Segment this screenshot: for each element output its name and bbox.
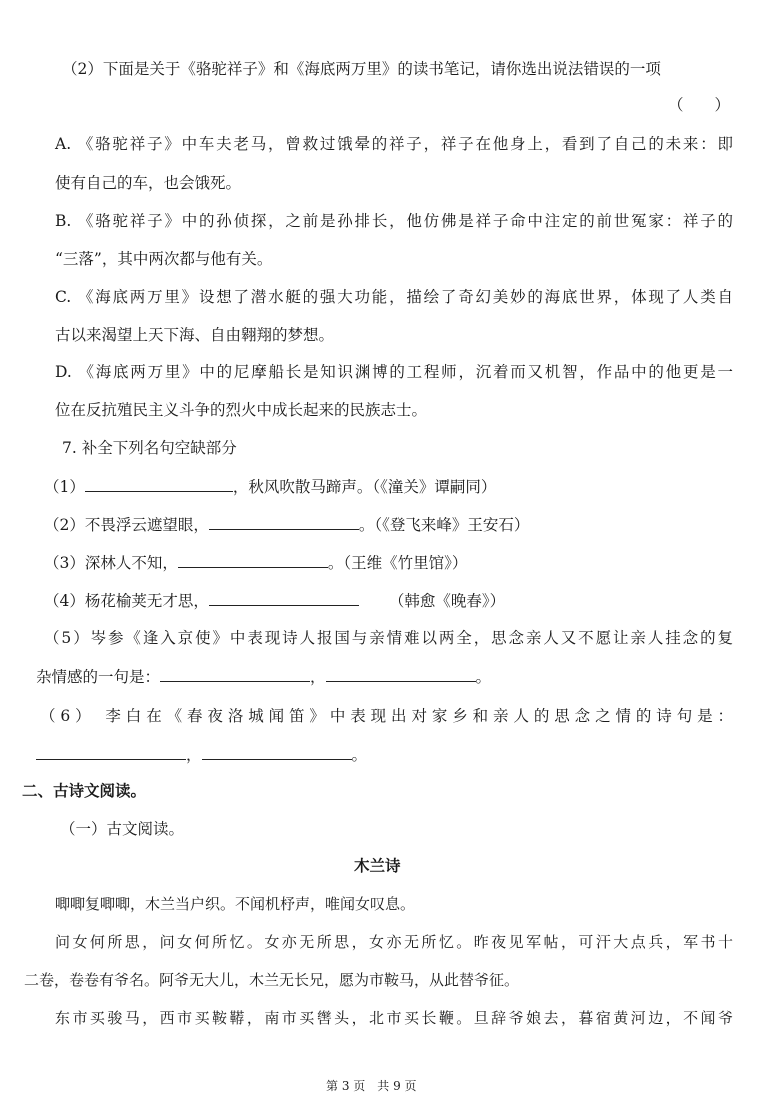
item-4-prefix: （4）杨花榆荚无才思， (44, 592, 209, 610)
option-c-line1: C. 《海底两万里》设想了潜水艇的强大功能，描绘了奇幻美妙的海底世界，体现了人类自 (55, 288, 733, 306)
page-footer: 第 3 页 共 9 页 (326, 1079, 417, 1093)
fill-item-5-line2 (36, 666, 491, 687)
item-5-prefix: 杂情感的一句是： (36, 668, 161, 686)
fill-item-4 (44, 590, 505, 611)
fill-item-2 (44, 514, 529, 535)
option-d-line2: 位在反抗殖民主义斗争的烈火中成长起来的民族志士。 (55, 401, 428, 419)
option-c-line2: 古以来渴望上天下海、自由翱翔的梦想。 (55, 326, 335, 344)
poem-title: 木兰诗 (354, 857, 401, 875)
item-5-end: 。 (475, 668, 492, 686)
item-6-end: 。 (351, 746, 368, 764)
blank-6b[interactable] (202, 744, 352, 760)
fill-item-6-line1: （6） 李白在《春夜洛城闻笛》中表现出对家乡和亲人的思念之情的诗句是： (40, 707, 733, 725)
poem-line-3a: 东市买骏马，西市买鞍鞯，南市买辔头，北市买长鞭。旦辞爷娘去，暮宿黄河边，不闻爷 (55, 1009, 733, 1027)
option-d-line1: D. 《海底两万里》中的尼摩船长是知识渊博的工程师，沉着而又机智，作品中的他更是一 (55, 363, 733, 381)
poem-line-2a: 问女何所思，问女何所忆。女亦无所思，女亦无所忆。昨夜见军帖，可汗大点兵，军书十 (55, 933, 733, 951)
section-2-subtitle: （一）古文阅读。 (60, 820, 185, 838)
poem-line-1: 唧唧复唧唧，木兰当户织。不闻机杼声，唯闻女叹息。 (55, 895, 416, 913)
fill-item-1 (44, 476, 496, 497)
item-2-suffix: 。（《登飞来峰》王安石） (358, 516, 530, 534)
blank-1[interactable] (85, 476, 233, 492)
section-2-title: 二、古诗文阅读。 (22, 782, 147, 800)
blank-5a[interactable] (160, 666, 310, 682)
option-a-line2: 使有自己的车，也会饿死。 (55, 174, 242, 192)
option-b-line1: B. 《骆驼祥子》中的孙侦探，之前是孙排长，他仿佛是祥子命中注定的前世冤家：祥子的 (55, 212, 733, 230)
question-7-title: 7. 补全下列名句空缺部分 (62, 439, 237, 457)
question-2-stem: （2）下面是关于《骆驼祥子》和《海底两万里》的读书笔记，请你选出说法错误的一项 (62, 60, 661, 78)
answer-paren: （ ） (668, 96, 731, 114)
item-1-prefix: （1） (44, 478, 85, 496)
fill-item-3 (44, 552, 467, 573)
blank-4[interactable] (209, 590, 359, 606)
fill-item-6-line2 (36, 744, 367, 765)
item-6-comma: ， (186, 746, 202, 764)
blank-6a[interactable] (36, 744, 186, 760)
item-4-suffix: （韩愈《晚春》） (388, 592, 506, 610)
option-a-line1: A. 《骆驼祥子》中车夫老马，曾救过饿晕的祥子，祥子在他身上，看到了自己的未来：即 (55, 135, 733, 153)
option-b-line2: “三落”，其中两次都与他有关。 (55, 250, 273, 268)
item-3-suffix: 。（王维《竹里馆》） (327, 554, 468, 572)
poem-line-2b: 二卷，卷卷有爷名。阿爷无大儿，木兰无长兄，愿为市鞍马，从此替爷征。 (24, 971, 520, 989)
blank-3[interactable] (178, 552, 328, 568)
fill-item-5-line1: （5）岑参《逢入京使》中表现诗人报国与亲情难以两全，思念亲人又不愿让亲人挂念的复 (44, 629, 733, 647)
item-1-suffix: ，秋风吹散马蹄声。（《潼关》谭嗣同） (232, 478, 497, 496)
blank-2[interactable] (209, 514, 359, 530)
item-2-prefix: （2）不畏浮云遮望眼， (44, 516, 209, 534)
item-5-comma: ， (310, 668, 326, 686)
item-3-prefix: （3）深林人不知， (44, 554, 178, 572)
blank-5b[interactable] (326, 666, 476, 682)
